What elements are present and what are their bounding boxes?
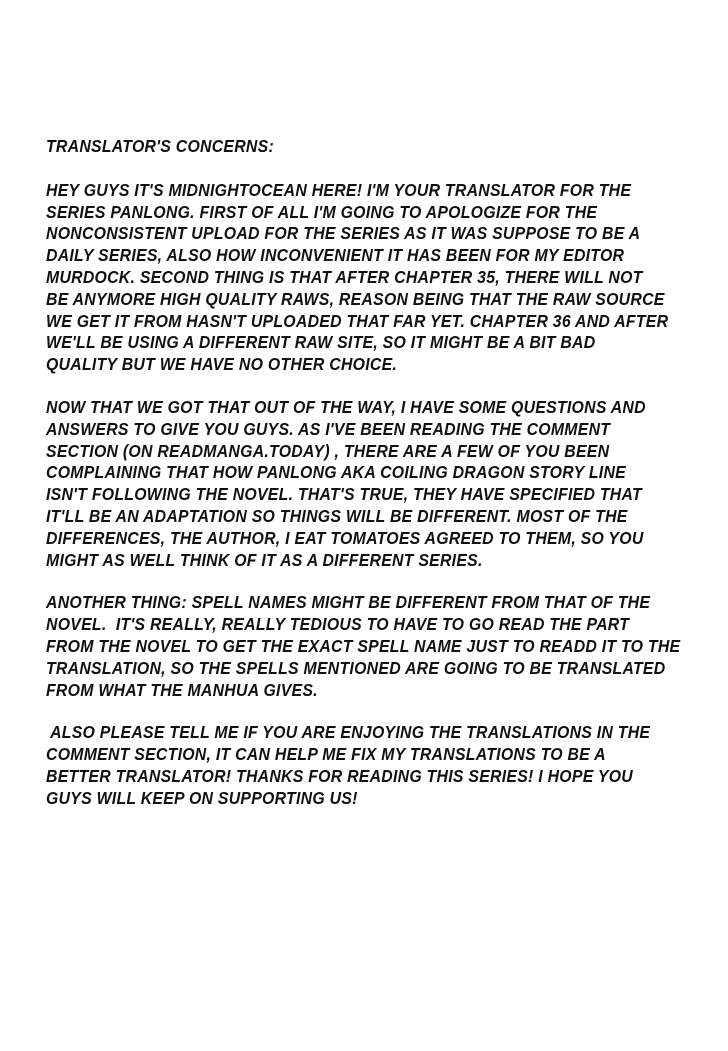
text-line: NOVEL. IT'S REALLY, REALLY TEDIOUS TO HAVE TO GO READ THE PART: [46, 614, 630, 635]
text-line: IT'LL BE AN ADAPTATION SO THINGS WILL BE DIFFERENT. MOST OF THE: [46, 505, 628, 526]
text-line: BE ANYMORE HIGH QUALITY RAWS, REASON BEING THAT THE RAW SOURCE: [46, 288, 665, 309]
paragraph-3: [46, 592, 694, 701]
text-line: NOW THAT WE GOT THAT OUT OF THE WAY, I HAVE SOME QUESTIONS AND: [46, 396, 646, 417]
translator-note: [46, 136, 694, 810]
text-line: BETTER TRANSLATOR! THANKS FOR READING THIS SERIES! I HOPE YOU: [46, 765, 634, 786]
text-line: DAILY SERIES, ALSO HOW INCONVENIENT IT HAS BEEN FOR MY EDITOR: [46, 245, 625, 266]
text-line: ANSWERS TO GIVE YOU GUYS. AS I'VE BEEN READING THE COMMENT: [46, 418, 611, 439]
text-line: FROM WHAT THE MANHUA GIVES.: [46, 679, 318, 700]
text-line: COMMENT SECTION, IT CAN HELP ME FIX MY TRANSLATIONS TO BE A: [46, 744, 606, 765]
text-line: DIFFERENCES, THE AUTHOR, I EAT TOMATOES AGREED TO THEM, SO YOU: [46, 527, 644, 548]
text-line: HEY GUYS IT'S MIDNIGHTOCEAN HERE! I'M YOUR TRANSLATOR FOR THE: [46, 179, 632, 200]
text-line: MIGHT AS WELL THINK OF IT AS A DIFFERENT SERIES.: [46, 549, 483, 570]
text-line: TRANSLATION, SO THE SPELLS MENTIONED ARE GOING TO BE TRANSLATED: [46, 657, 666, 678]
text-line: ANOTHER THING: SPELL NAMES MIGHT BE DIFFERENT FROM THAT OF THE: [46, 592, 651, 613]
paragraph-2: [46, 397, 694, 571]
text-line: ALSO PLEASE TELL ME IF YOU ARE ENJOYING THE TRANSLATIONS IN THE: [46, 722, 651, 743]
paragraph-4: [46, 722, 694, 809]
text-line: FROM THE NOVEL TO GET THE EXACT SPELL NAME JUST TO READD IT TO THE: [46, 635, 681, 656]
text-line: GUYS WILL KEEP ON SUPPORTING US!: [46, 787, 358, 808]
text-line: WE GET IT FROM HASN'T UPLOADED THAT FAR YET. CHAPTER 36 AND AFTER: [46, 310, 669, 331]
text-line: NONCONSISTENT UPLOAD FOR THE SERIES AS IT WAS SUPPOSE TO BE A: [46, 223, 641, 244]
text-line: ISN'T FOLLOWING THE NOVEL. THAT'S TRUE, THEY HAVE SPECIFIED THAT: [46, 484, 642, 505]
text-line: COMPLAINING THAT HOW PANLONG AKA COILING DRAGON STORY LINE: [46, 462, 626, 483]
text-line: QUALITY BUT WE HAVE NO OTHER CHOICE.: [46, 354, 398, 375]
text-line: WE'LL BE USING A DIFFERENT RAW SITE, SO IT MIGHT BE A BIT BAD: [46, 332, 596, 353]
text-line: MURDOCK. SECOND THING IS THAT AFTER CHAPTER 35, THERE WILL NOT: [46, 266, 643, 287]
text-line: SECTION (ON READMANGA.TODAY) , THERE ARE A FEW OF YOU BEEN: [46, 440, 610, 461]
paragraph-1: [46, 180, 694, 376]
text-line: SERIES PANLONG. FIRST OF ALL I'M GOING TO APOLOGIZE FOR THE: [46, 201, 598, 222]
note-heading: TRANSLATOR'S CONCERNS:: [46, 136, 274, 156]
